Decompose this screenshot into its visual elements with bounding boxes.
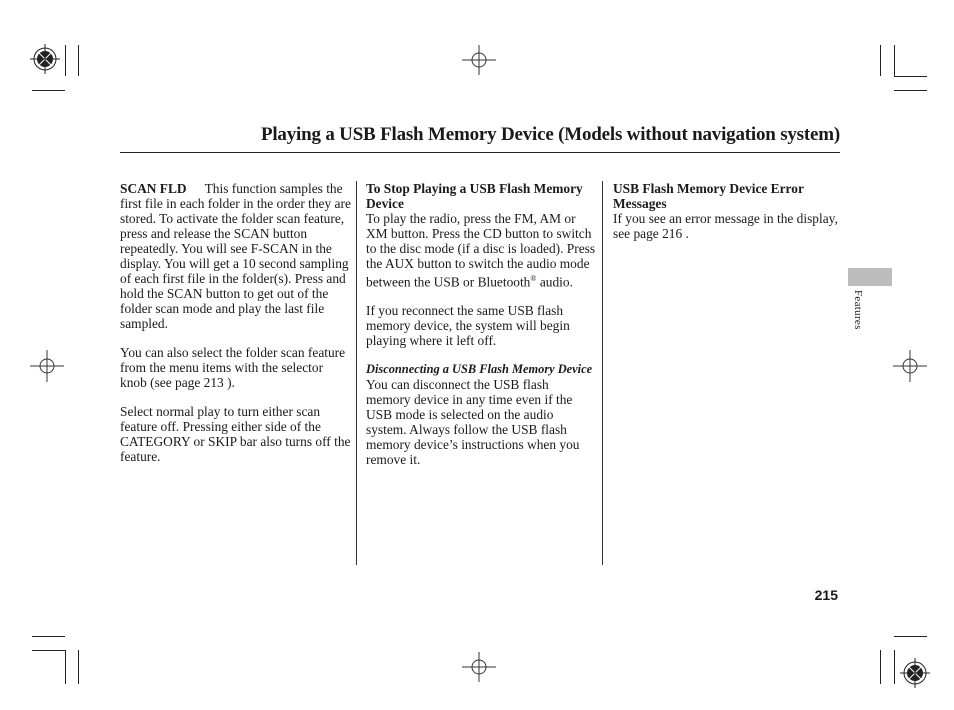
crosshair-icon-left — [30, 350, 64, 382]
error-messages-heading: USB Flash Memory Device Error Messages — [613, 181, 804, 211]
registration-target-bottom-right — [900, 658, 930, 688]
stop-playing-text: To play the radio, press the FM, AM or XM button. Press the CD button to switch to the disc mode (if a disc is loaded). Press the AUX button to switch the audio mode between the USB or Bluetooth — [366, 211, 596, 290]
registration-target-top-left — [30, 44, 60, 74]
page-number: 215 — [814, 587, 838, 603]
column-divider-2 — [602, 181, 603, 565]
stop-playing-text-end: audio. — [536, 274, 573, 290]
paragraph-reconnect: If you reconnect the same USB flash memory device, the system will begin playing where it left off. — [366, 303, 570, 349]
paragraph-scan-fld — [120, 181, 352, 331]
page-title: Playing a USB Flash Memory Device (Models without navigation system) — [260, 124, 840, 145]
registered-mark: ® — [530, 274, 537, 283]
paragraph-normal-play: Select normal play to turn either scan feature off. Pressing either side of the CATEGORY or SKIP bar also turns off the feature. — [120, 404, 351, 464]
section-label: Features — [852, 290, 864, 330]
paragraph-folder-scan-menu: You can also select the folder scan feature from the menu items with the selector knob (see page 213 ). — [120, 345, 346, 390]
column-2 — [366, 181, 596, 481]
paragraph-disconnect: You can disconnect the USB flash memory device in any time even if the USB mode is selected on the audio system. Always follow the USB flash memory device’s instructions when you remove it. — [366, 377, 580, 468]
column-divider-1 — [356, 181, 357, 565]
column-1 — [120, 181, 352, 478]
scan-fld-text: This function samples the first file in each folder in the order they are stored. To activate the folder scan feature, press and release the SCAN button repeatedly. You will see F-SCAN in the display. You will get a 10 second sampling of each first file in the folder(s). Press and hold the SCAN button to get out of the folder scan mode and play the last file sampled. — [120, 181, 351, 331]
paragraph-stop-playing — [366, 211, 596, 289]
crosshair-icon-right — [893, 350, 927, 382]
scan-fld-heading: SCAN FLD — [120, 181, 187, 196]
stop-playing-heading: To Stop Playing a USB Flash Memory Device — [366, 181, 583, 211]
crosshair-icon-top — [462, 45, 496, 75]
column-3 — [613, 181, 841, 255]
section-tab — [848, 268, 892, 286]
crosshair-icon-bottom — [462, 652, 496, 682]
title-rule — [120, 152, 840, 153]
paragraph-error-messages: If you see an error message in the display, see page 216 . — [613, 211, 838, 241]
disconnect-subheading: Disconnecting a USB Flash Memory Device — [366, 362, 593, 377]
